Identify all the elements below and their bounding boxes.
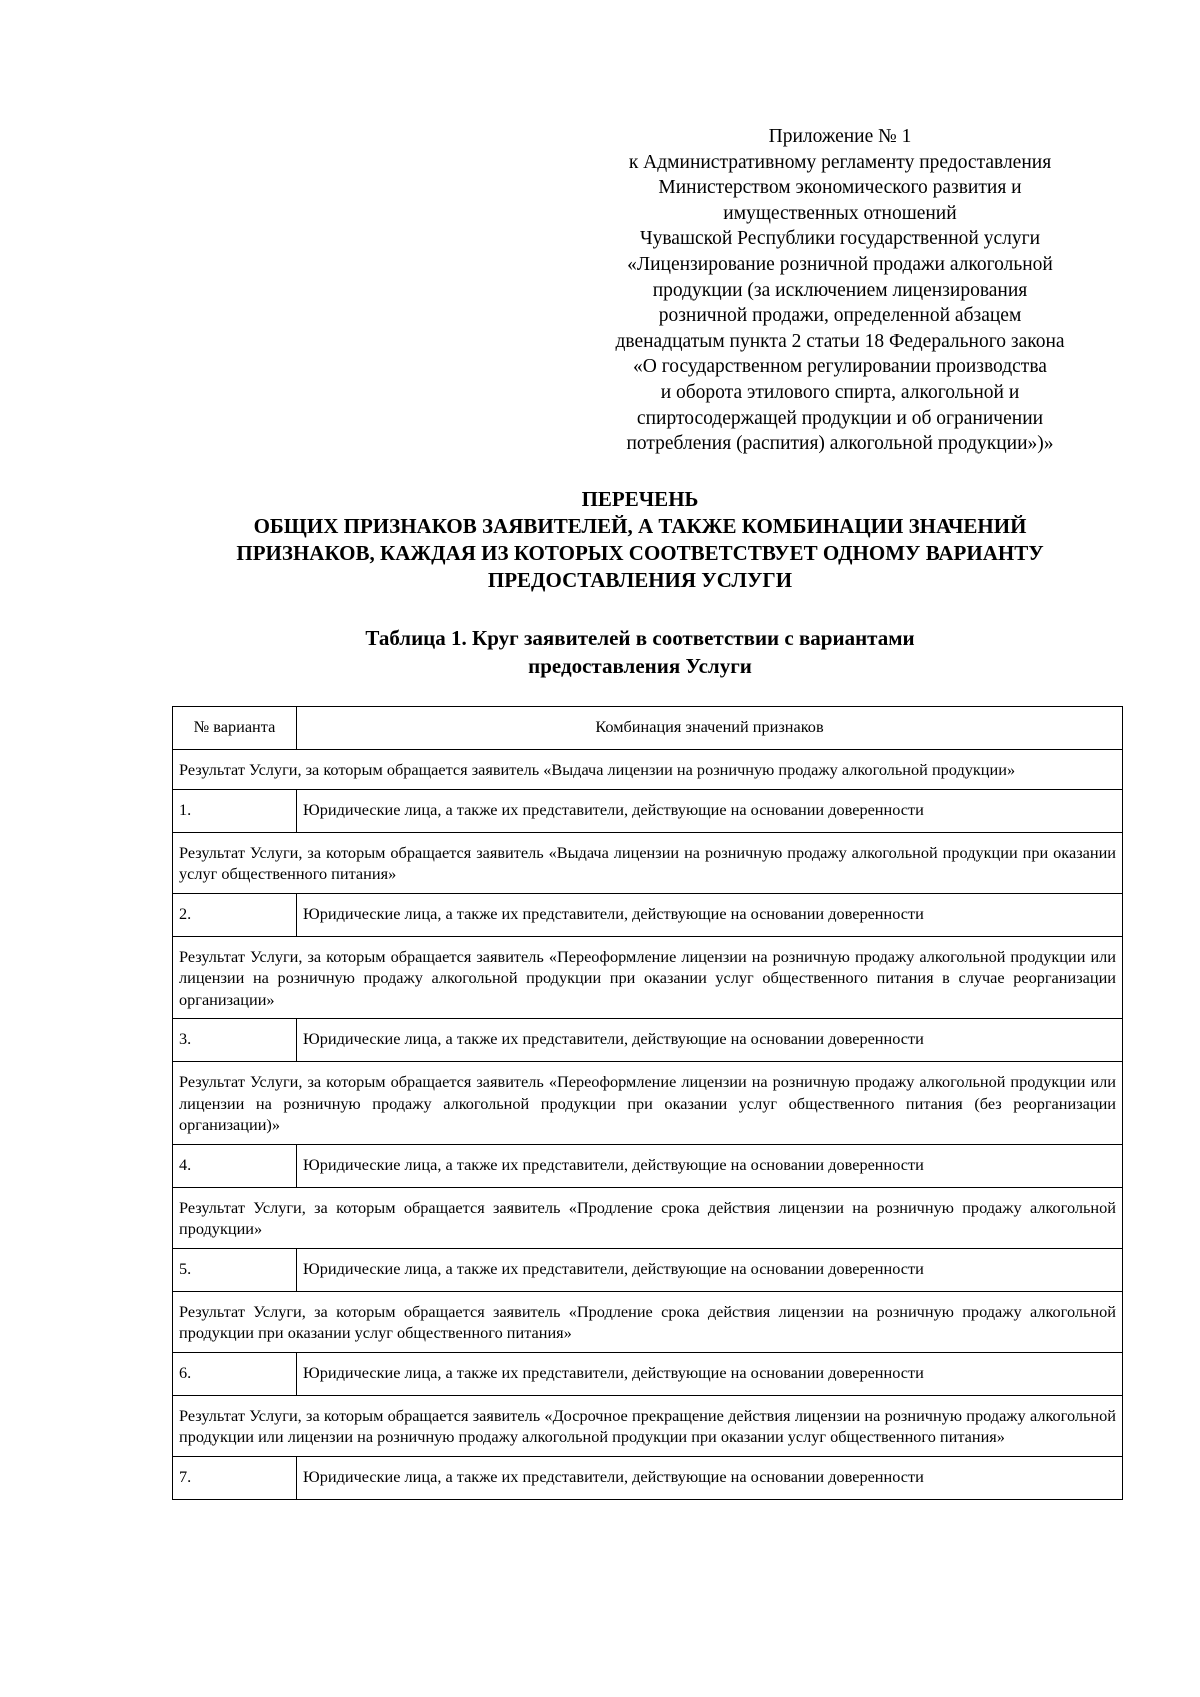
result-row [173,1187,1123,1248]
appendix-line: потребления (распития) алкогольной продукции»)» [626,433,1054,455]
variant-row [173,1144,1123,1187]
applicant-description: Юридические лица, а также их представители, действующие на основании доверенности [297,1456,1123,1499]
result-text: Результат Услуги, за которым обращается заявитель «Досрочное прекращение действия лицензии на розничную продажу алкогольной продукции или лицензии на розничную продажу алкогольной продукции при оказании услуг общественного питания» [173,1395,1123,1456]
appendix-line: двенадцатым пункта 2 статьи 18 Федерального закона [615,330,1065,352]
title-line: ПРЕДОСТАВЛЕНИЯ УСЛУГИ [487,568,793,592]
applicant-description: Юридические лица, а также их представители, действующие на основании доверенности [297,1248,1123,1291]
table-header-row [173,707,1123,750]
appendix-line: розничной продажи, определенной абзацем [658,305,1022,327]
variant-row [173,893,1123,936]
result-text: Результат Услуги, за которым обращается заявитель «Продление срока действия лицензии на розничную продажу алкогольной продукции» [173,1187,1123,1248]
result-text: Результат Услуги, за которым обращается заявитель «Переоформление лицензии на розничную продажу алкогольной продукции или лицензии на розничную продажу алкогольной продукции при оказании услуг общественного питания (без реорганизации организации)» [173,1062,1123,1145]
variant-number: 5. [173,1248,297,1291]
title-line: ПРИЗНАКОВ, КАЖДАЯ ИЗ КОТОРЫХ СООТВЕТСТВУЕТ ОДНОМУ ВАРИАНТУ [236,541,1044,565]
variant-number: 6. [173,1352,297,1395]
document-title [150,486,1130,594]
applicant-description: Юридические лица, а также их представители, действующие на основании доверенности [297,1144,1123,1187]
result-row [173,1062,1123,1145]
result-text: Результат Услуги, за которым обращается заявитель «Продление срока действия лицензии на розничную продажу алкогольной продукции при оказании услуг общественного питания» [173,1291,1123,1352]
applicant-description: Юридические лица, а также их представители, действующие на основании доверенности [297,893,1123,936]
appendix-line: «Лицензирование розничной продажи алкогольной [627,253,1053,275]
result-row [173,1291,1123,1352]
result-row [173,832,1123,893]
appendix-line: продукции (за исключением лицензирования [652,279,1028,301]
variant-row [173,1456,1123,1499]
appendix-line: и оборота этилового спирта, алкогольной и [660,381,1020,403]
appendix-line: «О государственном регулировании производства [633,356,1047,378]
variant-number: 7. [173,1456,297,1499]
variant-number: 1. [173,789,297,832]
result-row [173,1395,1123,1456]
variant-row [173,1019,1123,1062]
title-line: ОБЩИХ ПРИЗНАКОВ ЗАЯВИТЕЛЕЙ, А ТАКЖЕ КОМБИНАЦИИ ЗНАЧЕНИЙ [253,514,1027,538]
appendix-header [575,124,1105,457]
variant-number: 4. [173,1144,297,1187]
appendix-line: спиртосодержащей продукции и об ограничении [636,407,1044,429]
appendix-line: Чувашской Республики государственной услуги [639,228,1041,250]
caption-line: предоставления Услуги [528,654,752,678]
appendix-line: к Административному регламенту предоставления [628,151,1052,173]
header-variant-number: № варианта [173,707,297,750]
title-line: ПЕРЕЧЕНЬ [581,487,699,511]
table-caption [150,624,1130,680]
result-text: Результат Услуги, за которым обращается заявитель «Выдача лицензии на розничную продажу алкогольной продукции при оказании услуг общественного питания» [173,832,1123,893]
applicant-description: Юридические лица, а также их представители, действующие на основании доверенности [297,789,1123,832]
result-text: Результат Услуги, за которым обращается заявитель «Переоформление лицензии на розничную продажу алкогольной продукции или лицензии на розничную продажу алкогольной продукции при оказании услуг общественного питания в случае реорганизации организации» [173,936,1123,1019]
appendix-line: Министерством экономического развития и [658,177,1022,199]
result-row [173,750,1123,790]
variant-row [173,1352,1123,1395]
variant-row [173,789,1123,832]
variants-table [172,706,1123,1500]
appendix-line: Приложение № 1 [768,126,912,147]
header-combination: Комбинация значений признаков [297,707,1123,750]
result-row [173,936,1123,1019]
applicant-description: Юридические лица, а также их представители, действующие на основании доверенности [297,1352,1123,1395]
variant-number: 3. [173,1019,297,1062]
appendix-line: имущественных отношений [723,202,957,224]
result-text: Результат Услуги, за которым обращается заявитель «Выдача лицензии на розничную продажу алкогольной продукции» [173,750,1123,790]
variant-number: 2. [173,893,297,936]
applicant-description: Юридические лица, а также их представители, действующие на основании доверенности [297,1019,1123,1062]
variant-row [173,1248,1123,1291]
caption-line: Таблица 1. Круг заявителей в соответствии с вариантами [365,626,915,650]
